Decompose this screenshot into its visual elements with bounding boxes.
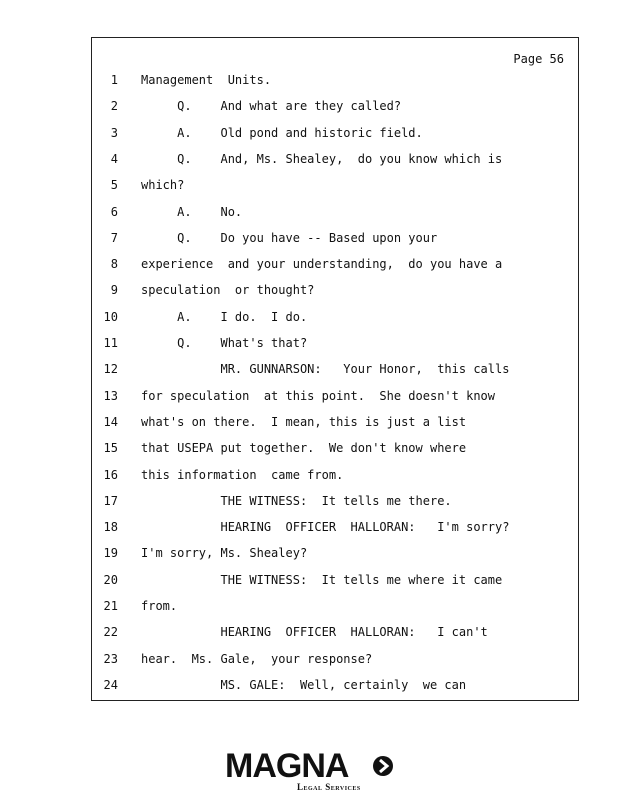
line-text: THE WITNESS: It tells me there. <box>141 493 452 508</box>
line-number: 20 <box>103 572 118 587</box>
line-text: from. <box>141 599 178 613</box>
line-text: for speculation at this point. She doesn't know <box>141 388 496 403</box>
line-text: HEARING OFFICER HALLORAN: I can't <box>141 625 488 640</box>
line-number: 6 <box>110 204 118 219</box>
transcript-line <box>92 412 578 432</box>
transcript-line <box>92 202 578 222</box>
line-number: 12 <box>103 362 118 377</box>
line-text: A. No. <box>141 204 243 219</box>
transcript-line <box>92 491 578 511</box>
line-number: 14 <box>103 414 118 429</box>
line-number: 3 <box>110 125 118 140</box>
transcript-line <box>92 517 578 537</box>
transcript-page <box>91 37 579 701</box>
transcript-line <box>92 175 578 195</box>
line-text: I'm sorry, Ms. Shealey? <box>141 546 308 561</box>
transcript-line <box>92 649 578 669</box>
line-text: this information came from. <box>141 467 344 482</box>
transcript-line <box>92 570 578 590</box>
transcript-line <box>92 622 578 642</box>
line-number: 19 <box>103 546 118 561</box>
line-number: 2 <box>110 99 118 114</box>
transcript-line <box>92 307 578 327</box>
line-text: A. Old pond and historic field. <box>141 125 423 140</box>
line-number: 7 <box>110 230 118 245</box>
line-text: A. I do. I do. <box>141 309 308 324</box>
transcript-line <box>92 359 578 379</box>
transcript-line <box>92 438 578 458</box>
line-number: 21 <box>103 599 118 613</box>
transcript-line <box>92 96 578 116</box>
line-number: 13 <box>103 388 118 403</box>
transcript-line <box>92 333 578 353</box>
transcript-line <box>92 543 578 563</box>
line-text: MS. GALE: Well, certainly we can <box>141 677 467 692</box>
line-text: Q. Do you have -- Based upon your <box>141 230 438 245</box>
line-number: 18 <box>103 520 118 535</box>
line-number: 10 <box>103 309 118 324</box>
line-number: 8 <box>110 257 118 272</box>
line-number: 17 <box>103 493 118 508</box>
magna-logo <box>225 748 395 792</box>
line-text: THE WITNESS: It tells me where it came <box>141 572 503 587</box>
line-text: experience and your understanding, do you have a <box>141 257 503 272</box>
line-text: hear. Ms. Gale, your response? <box>141 651 373 666</box>
line-number: 4 <box>110 151 118 166</box>
transcript-line <box>92 465 578 485</box>
line-number: 9 <box>110 283 118 298</box>
line-text: HEARING OFFICER HALLORAN: I'm sorry? <box>141 520 510 535</box>
line-text: what's on there. I mean, this is just a list <box>141 414 467 429</box>
logo-subtitle: Legal Services <box>297 782 361 792</box>
transcript-line <box>92 70 578 90</box>
line-number: 24 <box>103 677 118 692</box>
line-text: Management Units. <box>141 73 272 87</box>
transcript-line <box>92 228 578 248</box>
transcript-line <box>92 596 578 616</box>
chevron-right-circle-icon <box>372 755 394 777</box>
line-number: 16 <box>103 467 118 482</box>
transcript-line <box>92 149 578 169</box>
line-text: Q. And what are they called? <box>141 99 402 114</box>
line-text: Q. What's that? <box>141 336 308 350</box>
transcript-line <box>92 123 578 143</box>
transcript-line <box>92 254 578 274</box>
line-number: 23 <box>103 651 118 666</box>
line-text: which? <box>141 178 185 193</box>
line-number: 5 <box>110 178 118 193</box>
transcript-line <box>92 280 578 300</box>
page-number: Page 56 <box>513 52 564 66</box>
line-text: Q. And, Ms. Shealey, do you know which is <box>141 151 503 166</box>
transcript-line <box>92 675 578 695</box>
line-text: that USEPA put together. We don't know where <box>141 441 467 456</box>
line-text: speculation or thought? <box>141 283 315 298</box>
logo-wordmark: MAGNA <box>225 747 349 785</box>
line-number: 11 <box>103 336 118 350</box>
line-number: 22 <box>103 625 118 640</box>
line-number: 1 <box>110 73 118 87</box>
line-text: MR. GUNNARSON: Your Honor, this calls <box>141 362 510 377</box>
line-number: 15 <box>103 441 118 456</box>
transcript-line <box>92 386 578 406</box>
